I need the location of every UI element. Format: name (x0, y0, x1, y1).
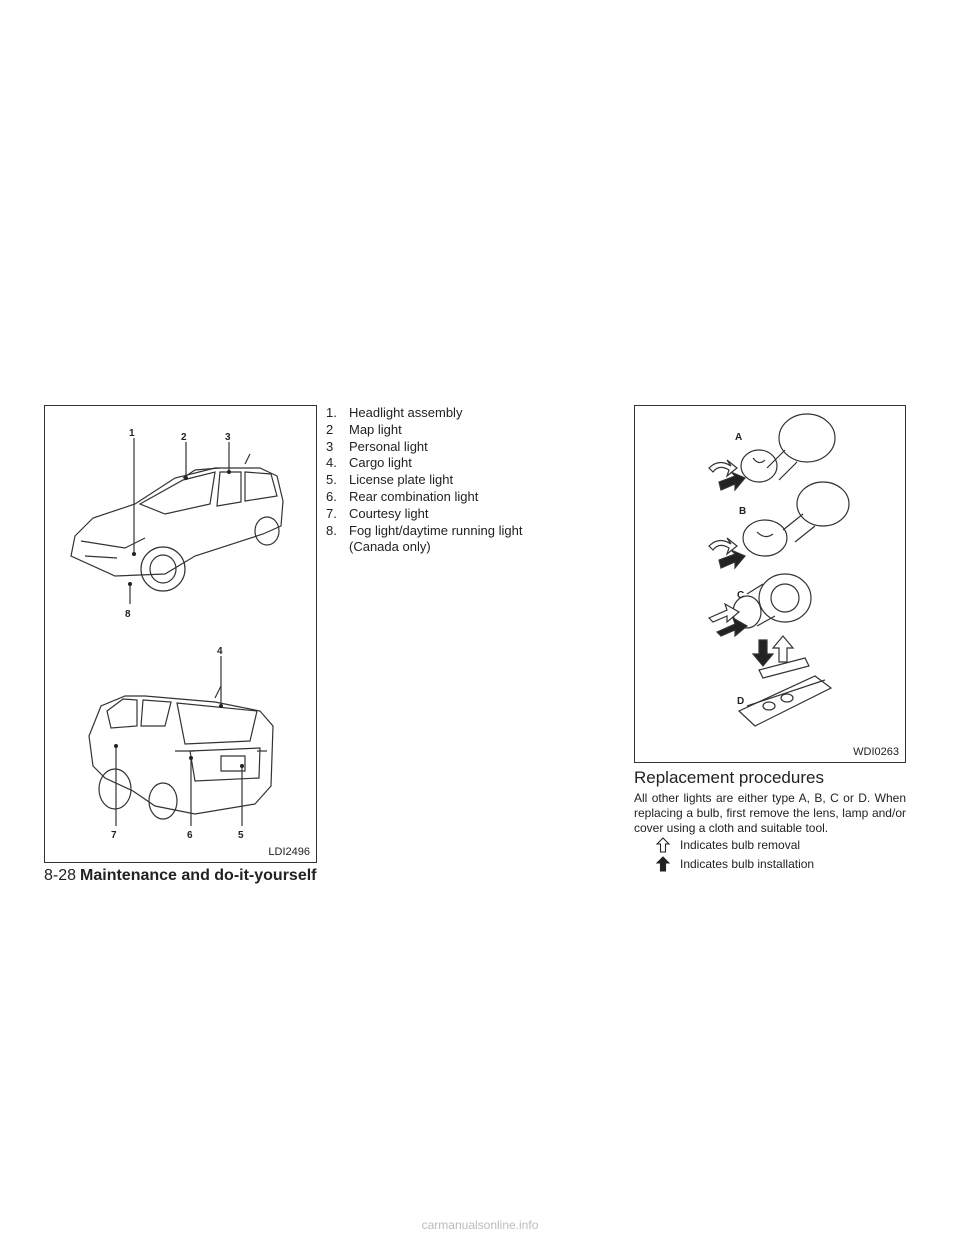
vehicle-illustration (45, 406, 315, 861)
bulb-c (733, 574, 811, 628)
list-item: 4. Cargo light (326, 455, 412, 471)
figure-code: LDI2496 (268, 846, 310, 858)
callout-3: 3 (225, 432, 231, 443)
solid-arrow-icon (719, 550, 745, 568)
callout-2: 2 (181, 432, 187, 443)
list-item: 8. Fog light/daytime running light (326, 522, 523, 538)
section-body: All other lights are either type A, B, C or D. When replacing a bulb, first remove the lens, lamp and/or cover using a cloth and suitable tool. (634, 791, 906, 836)
outline-arrow-icon (656, 837, 670, 853)
callout-1: 1 (129, 428, 135, 439)
bulb-type-c: C (737, 590, 745, 601)
watermark: carmanualsonline.info (421, 1218, 539, 1232)
bulb-type-d: D (737, 696, 745, 707)
callout-7: 7 (111, 830, 117, 841)
solid-arrow-icon (753, 640, 773, 666)
list-item: 1. Headlight assembly (326, 405, 463, 420)
callout-6: 6 (187, 830, 193, 841)
front-suv-body (71, 468, 283, 576)
indicator-removal: Indicates bulb removal (656, 837, 800, 853)
bulb-d (739, 658, 831, 726)
solid-arrow-icon (719, 472, 745, 490)
outline-arrow-icon (773, 636, 793, 662)
bulb-type-b: B (739, 506, 747, 517)
bulb-types-figure (634, 405, 906, 763)
figure-code: WDI0263 (853, 746, 899, 758)
list-item: 3 Personal light (326, 438, 428, 454)
page-number: 8-28 (44, 867, 77, 884)
list-item-continuation: (Canada only) (349, 539, 431, 555)
vehicle-lights-figure (44, 405, 317, 863)
list-item: 2 Map light (326, 421, 402, 437)
bulb-illustration (635, 406, 904, 761)
bulb-a (741, 414, 835, 482)
solid-arrow-icon (656, 856, 670, 872)
list-item: 5. License plate light (326, 472, 454, 488)
indicator-installation: Indicates bulb installation (656, 856, 814, 872)
light-legend-list (326, 405, 522, 556)
bulb-b (743, 482, 849, 556)
page-footer (44, 867, 317, 885)
callout-4: 4 (217, 646, 223, 657)
solid-arrow-icon (717, 618, 747, 636)
callout-5: 5 (238, 830, 244, 841)
section-heading: Replacement procedures (634, 768, 824, 787)
chapter-title: Maintenance and do-it-yourself (80, 867, 317, 884)
bulb-type-a: A (735, 432, 743, 443)
list-item: 6. Rear combination light (326, 488, 479, 504)
list-item: 7. Courtesy light (326, 505, 429, 521)
callout-8: 8 (125, 609, 131, 620)
